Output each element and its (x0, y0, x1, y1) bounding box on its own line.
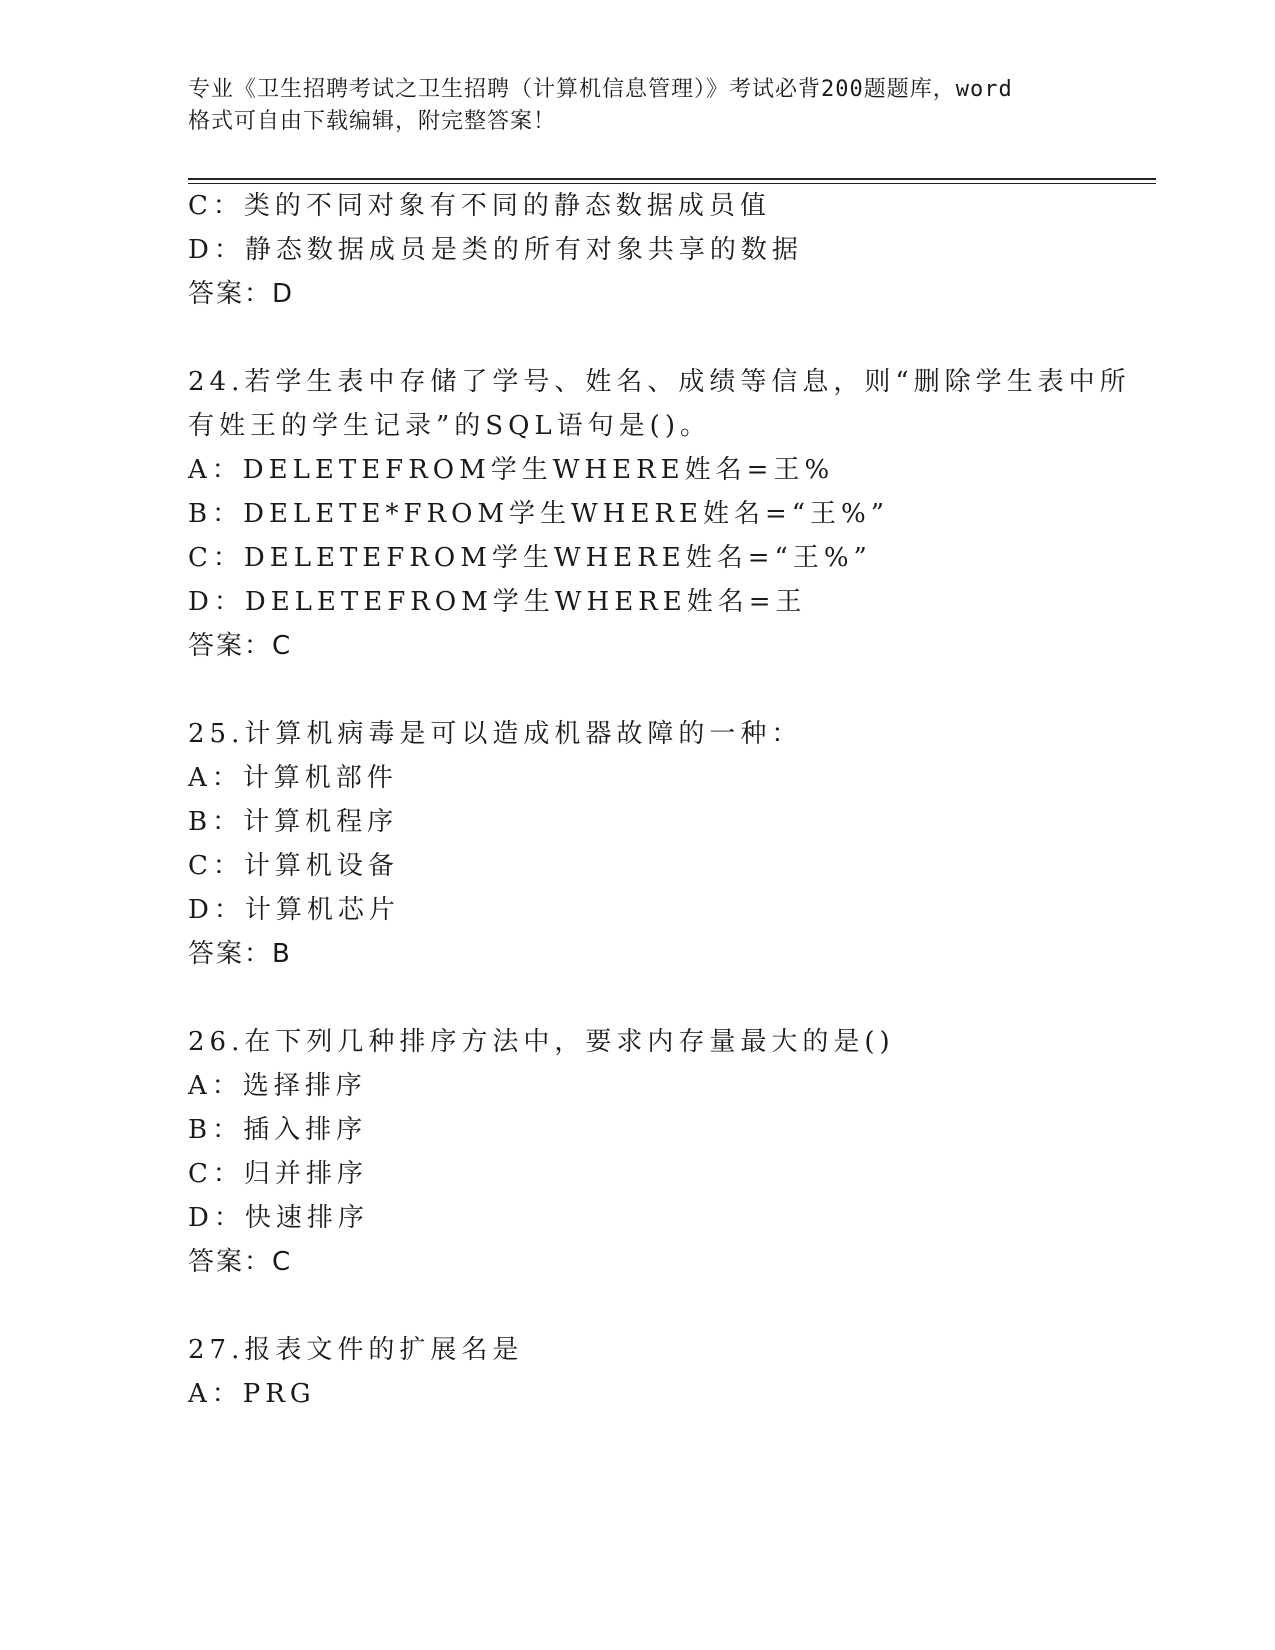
q25-option-a: A：计算机部件 (188, 763, 398, 793)
prev-option-d: D：静态数据成员是类的所有对象共享的数据 (188, 235, 803, 265)
prev-option-c: C：类的不同对象有不同的静态数据成员值 (188, 191, 771, 221)
q26-option-b: B：插入排序 (188, 1115, 368, 1145)
header-divider-thin (188, 183, 1156, 184)
q25-answer: 答案：B (188, 939, 292, 969)
q24-answer: 答案：C (188, 631, 293, 661)
q26-stem: 26.在下列几种排序方法中，要求内存量最大的是() (188, 1027, 895, 1057)
q24-stem-line-2: 有姓王的学生记录”的SQL语句是()。 (188, 411, 711, 441)
q26-option-d: D：快速排序 (188, 1203, 369, 1233)
prev-answer: 答案：D (188, 279, 295, 309)
q25-stem: 25.计算机病毒是可以造成机器故障的一种： (188, 719, 803, 749)
q24-option-a: A：DELETEFROM学生WHERE姓名=王% (188, 455, 835, 485)
q26-option-a: A：选择排序 (188, 1071, 367, 1101)
q26-option-c: C：归并排序 (188, 1159, 368, 1189)
q24-option-c: C：DELETEFROM学生WHERE姓名=“王%” (188, 543, 872, 573)
q25-option-b: B：计算机程序 (188, 807, 399, 837)
q24-option-b: B：DELETE*FROM学生WHERE姓名=“王%” (188, 499, 890, 529)
q25-option-c: C：计算机设备 (188, 851, 399, 881)
q24-stem-line-1: 24.若学生表中存储了学号、姓名、成绩等信息，则“删除学生表中所 (188, 367, 1131, 397)
q27-option-a: A：PRG (188, 1379, 316, 1409)
q27-stem: 27.报表文件的扩展名是 (188, 1335, 524, 1365)
q24-option-d: D：DELETEFROM学生WHERE姓名=王 (188, 587, 807, 617)
document-header (188, 74, 1088, 138)
q26-answer: 答案：C (188, 1247, 293, 1277)
header-line-2: 格式可自由下载编辑，附完整答案！ (188, 109, 557, 134)
q25-option-d: D：计算机芯片 (188, 895, 400, 925)
header-line-1: 专业《卫生招聘考试之卫生招聘（计算机信息管理）》考试必背200题题库，word (188, 77, 1013, 102)
header-divider-thick (188, 178, 1156, 180)
